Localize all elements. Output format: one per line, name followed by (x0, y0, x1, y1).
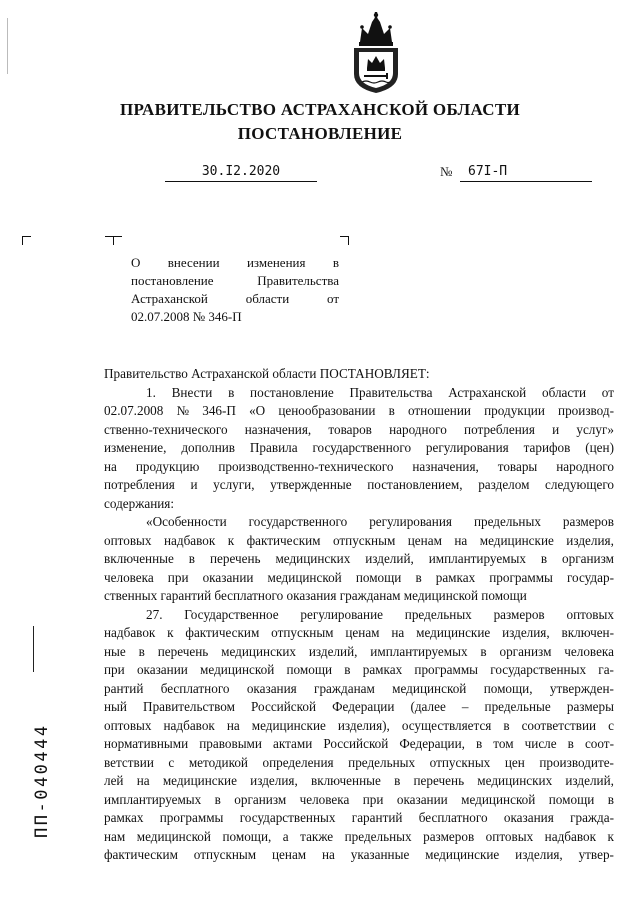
body-line: надбавок к фактическим отпускным ценам на медицинские изделия, включен- (104, 625, 614, 640)
body-line: ный Правительством Российской Федерации (далее – предельные размеры (104, 699, 614, 714)
subject-line: 02.07.2008 № 346-П (131, 309, 242, 324)
body-line: 27. Государственное регулирование предельных размеров оптовых (146, 606, 614, 622)
body-line: оптовых надбавок на медицинские изделия), осуществляется в соответствии с (104, 717, 614, 733)
body-line: при оказании медицинской помощи в рамках программы государственных га- (104, 662, 614, 677)
body-line: содержания: (104, 495, 175, 511)
address-corner-mark (22, 236, 31, 245)
body-line: 02.07.2008 № 346-П «О ценообразовании в отношении продукции производ- (104, 403, 614, 418)
body-line: нормативными правовыми актами Российской Федерации, в том числе в соот- (104, 736, 614, 751)
subject-line: постановление Правительства (131, 273, 339, 288)
body-line: рантий бесплатного оказания гражданам медицинской помощи, утвержден- (104, 680, 614, 696)
subject-corner-mark (340, 236, 349, 245)
subject-corner-mark (113, 236, 122, 245)
subject-line: О внесении изменения в (131, 255, 339, 270)
body-line: человека при оказании медицинской помощи в рамках программы государ- (104, 569, 614, 585)
body-line: ственных гарантий бесплатного оказания гражданам медицинской помощи (104, 588, 527, 603)
resolution-body (104, 365, 614, 865)
body-line: оптовых надбавок к фактическим отпускным ценам на медицинские изделия, (104, 532, 614, 548)
body-line: фактическим отпускным ценам на указанные медицинские изделия, утвер- (104, 847, 614, 862)
government-title: ПРАВИТЕЛЬСТВО АСТРАХАНСКОЙ ОБЛАСТИ (120, 100, 520, 119)
body-line: имплантируемых в организм человека при оказании медицинской помощи в (104, 791, 614, 807)
body-line: на продукцию производственно-технического назначения, товары народного (104, 458, 614, 474)
serial-number: ПП-040444 (32, 723, 52, 838)
body-line: 1. Внести в постановление Правительства Астраханской области от (146, 384, 614, 400)
body-line: потребления и услуги, утвержденные постановлением, разделом следующего (104, 477, 614, 492)
body-line: нам медицинской помощи, а также предельных размеров оптовых надбавок к (104, 828, 614, 844)
document-date: 30.I2.2020 (165, 163, 317, 182)
astrakhan-coat-of-arms-icon (350, 12, 402, 94)
document-type: ПОСТАНОВЛЕНИЕ (237, 124, 403, 143)
body-line: ветствии с методикой определения предельных отпускных цен производите- (104, 754, 614, 770)
body-line: ственно-технического назначения, товаров народного потребления и услуг» (104, 421, 614, 437)
margin-line (7, 18, 8, 74)
body-line: ные в перечень медицинских изделий, имплантируемых в организм человека (104, 643, 614, 659)
margin-line (33, 626, 34, 672)
number-label: № (440, 164, 453, 179)
body-line: рамках программы государственных гарантий бесплатного оказания гражда- (104, 810, 614, 825)
document-number: 67I-П (460, 163, 592, 182)
body-line: включенные в перечень медицинских изделий, имплантируемых в организм (104, 551, 614, 566)
body-line: лей на медицинские изделия, включенные в перечень медицинских изделий, (104, 773, 614, 788)
subject-block (131, 254, 339, 326)
body-line: Правительство Астраханской области ПОСТАНОВЛЯЕТ: (104, 366, 430, 381)
body-line: «Особенности государственного регулирования предельных размеров (146, 514, 614, 529)
subject-line: Астраханской области от (131, 291, 339, 306)
body-line: изменение, дополнив Правила государственного регулирования тарифов (цен) (104, 440, 614, 455)
